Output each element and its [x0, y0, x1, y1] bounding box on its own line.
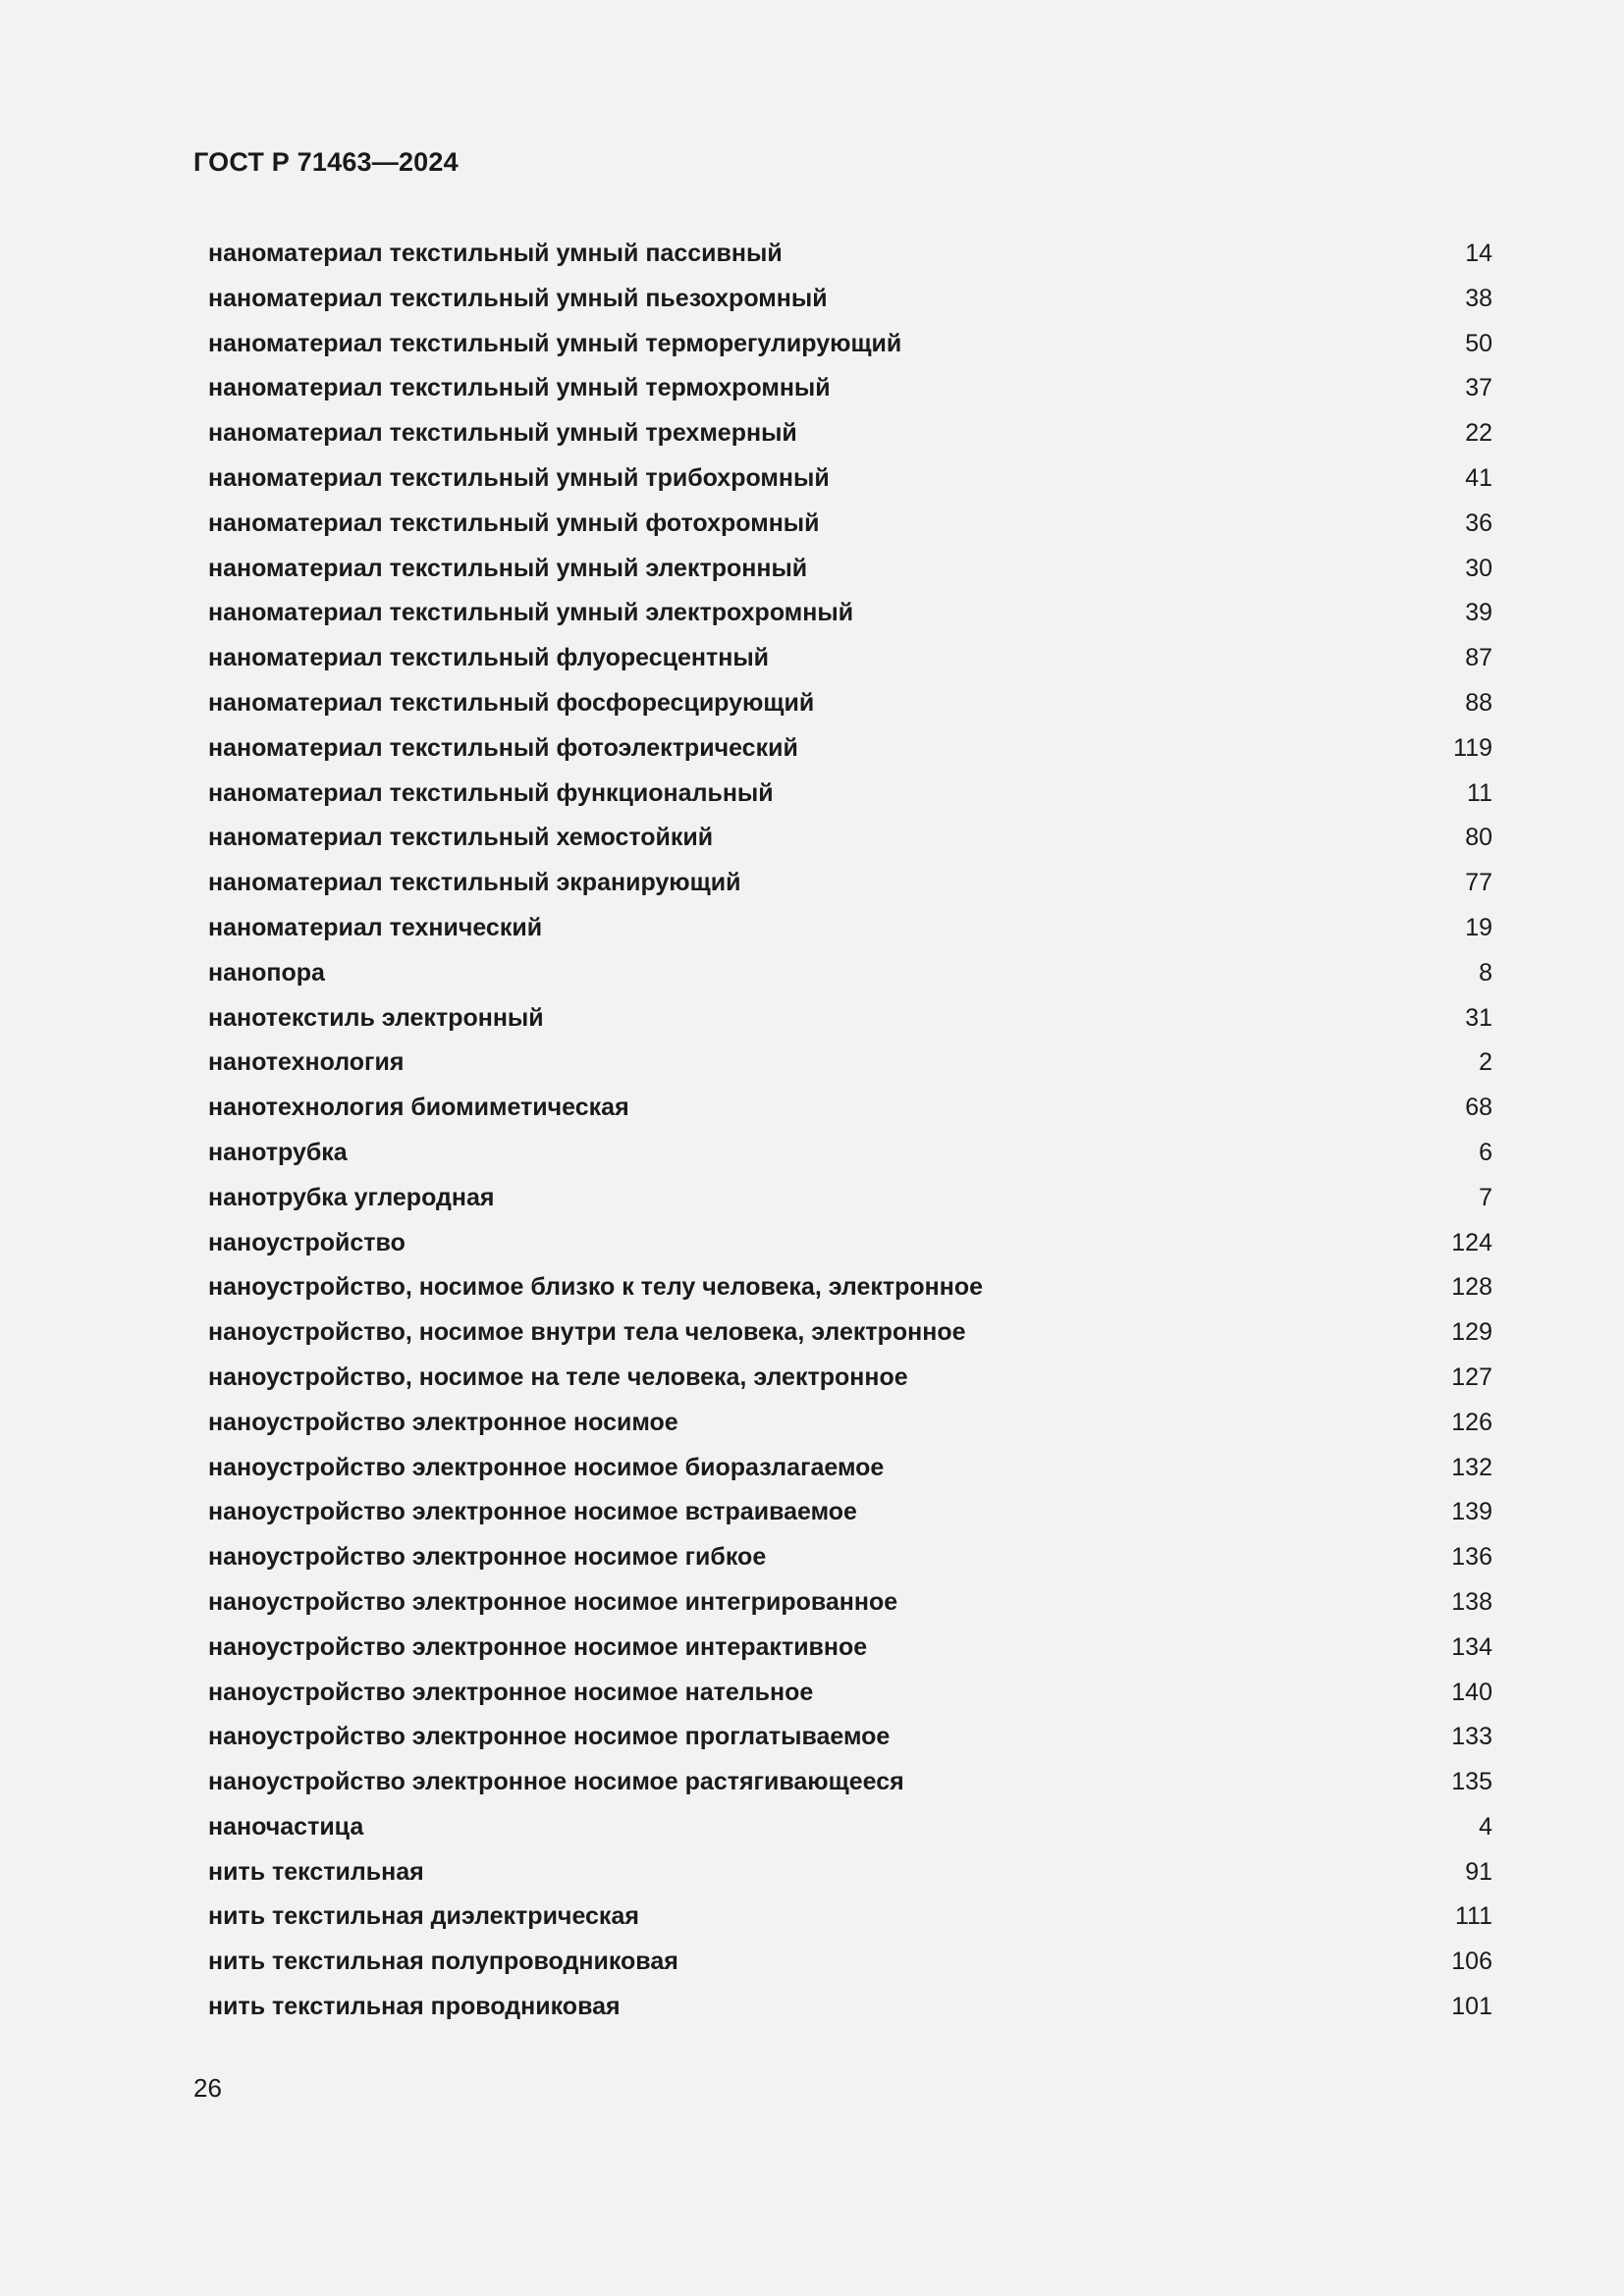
- entry-number: 133: [1451, 1723, 1492, 1751]
- entry-term: наноустройство, носимое близко к телу человека, электронное: [208, 1273, 984, 1302]
- index-entry: [208, 1490, 1492, 1535]
- entry-term: нить текстильная проводниковая: [208, 1993, 621, 2021]
- index-entry: [208, 906, 1492, 951]
- entry-number: 36: [1465, 508, 1492, 537]
- entry-number: 128: [1451, 1273, 1492, 1302]
- entry-term: наноустройство электронное носимое гибкое: [208, 1543, 767, 1572]
- index-entry: [208, 1985, 1492, 2030]
- entry-term: наноматериал текстильный умный трибохромный: [208, 463, 830, 492]
- entry-number: 39: [1465, 599, 1492, 627]
- entry-term: наноматериал текстильный умный трехмерный: [208, 419, 797, 448]
- entry-term: наноматериал текстильный умный электрохромный: [208, 599, 854, 627]
- entry-term: наноматериал текстильный умный фотохромный: [208, 508, 820, 537]
- index-entry: [208, 772, 1492, 817]
- entry-term: наноматериал текстильный флуоресцентный: [208, 644, 770, 672]
- entry-number: 119: [1453, 733, 1492, 762]
- entry-number: 6: [1479, 1138, 1492, 1166]
- index-entry: [208, 1805, 1492, 1850]
- index-entry: [208, 411, 1492, 456]
- entry-term: наноустройство электронное носимое интегрированное: [208, 1587, 898, 1616]
- entry-term: наноустройство электронное носимое проглатываемое: [208, 1723, 891, 1751]
- index-entry: [208, 366, 1492, 411]
- index-entry: [208, 1446, 1492, 1491]
- entry-number: 22: [1465, 419, 1492, 448]
- entry-term: наноустройство: [208, 1228, 406, 1256]
- entry-term: наноустройство электронное носимое нательное: [208, 1678, 814, 1706]
- entry-term: наноматериал текстильный умный электронный: [208, 554, 808, 582]
- entry-number: 91: [1465, 1857, 1492, 1886]
- entry-number: 8: [1479, 958, 1492, 987]
- entry-term: наноматериал текстильный умный термохромный: [208, 374, 831, 402]
- index-entry: [208, 1895, 1492, 1940]
- entry-term: нанотехнология биомиметическая: [208, 1094, 629, 1122]
- index-entry: [208, 1850, 1492, 1896]
- entry-term: наноустройство, носимое на теле человека, электронное: [208, 1362, 908, 1391]
- index-entry: [208, 322, 1492, 367]
- entry-number: 88: [1465, 688, 1492, 717]
- index-entry: [208, 1626, 1492, 1671]
- entry-term: наноустройство электронное носимое интерактивное: [208, 1632, 868, 1661]
- entry-term: наноматериал текстильный функциональный: [208, 778, 774, 807]
- entry-term: нанотехнология: [208, 1048, 405, 1077]
- index-entry: [208, 456, 1492, 502]
- index-entry: [208, 1356, 1492, 1401]
- entry-term: наноматериал текстильный фотоэлектрический: [208, 733, 798, 762]
- entry-number: 129: [1451, 1318, 1492, 1347]
- index-entry: [208, 1671, 1492, 1716]
- entry-term: нить текстильная диэлектрическая: [208, 1902, 639, 1931]
- entry-number: 7: [1479, 1183, 1492, 1211]
- entry-number: 111: [1454, 1902, 1492, 1931]
- index-entry: [208, 1131, 1492, 1176]
- entry-number: 140: [1451, 1678, 1492, 1706]
- index-entry: [208, 861, 1492, 906]
- entry-term: наноматериал текстильный фосфоресцирующий: [208, 688, 815, 717]
- entry-number: 124: [1451, 1228, 1492, 1256]
- entry-term: нанотрубка углеродная: [208, 1183, 495, 1211]
- entry-term: нанотрубка: [208, 1138, 348, 1166]
- entry-number: 37: [1465, 374, 1492, 402]
- index-entry: [208, 1310, 1492, 1356]
- entry-term: наноустройство, носимое внутри тела человека, электронное: [208, 1318, 966, 1347]
- entry-number: 38: [1465, 284, 1492, 312]
- index-entry: [208, 1265, 1492, 1310]
- index-entry: [208, 681, 1492, 726]
- entry-number: 68: [1465, 1094, 1492, 1122]
- entry-term: наноустройство электронное носимое биоразлагаемое: [208, 1453, 885, 1481]
- entry-term: нанотекстиль электронный: [208, 1003, 544, 1032]
- entry-number: 126: [1451, 1408, 1492, 1436]
- entry-term: наноустройство электронное носимое: [208, 1408, 678, 1436]
- index-entry: [208, 1760, 1492, 1805]
- entry-term: наноматериал текстильный хемостойкий: [208, 824, 714, 852]
- entry-number: 106: [1451, 1948, 1492, 1976]
- entry-term: наноматериал текстильный умный терморегулирующий: [208, 329, 902, 357]
- entry-number: 2: [1479, 1048, 1492, 1077]
- entry-number: 139: [1451, 1498, 1492, 1526]
- term-index-list: [208, 232, 1492, 2030]
- entry-number: 50: [1465, 329, 1492, 357]
- entry-term: наночастица: [208, 1812, 364, 1841]
- index-entry: [208, 1940, 1492, 1985]
- entry-term: наноматериал текстильный умный пьезохромный: [208, 284, 828, 312]
- entry-number: 41: [1465, 463, 1492, 492]
- entry-number: 138: [1451, 1587, 1492, 1616]
- index-entry: [208, 1086, 1492, 1131]
- entry-number: 127: [1451, 1362, 1492, 1391]
- entry-term: нанопора: [208, 958, 325, 987]
- index-entry: [208, 951, 1492, 996]
- entry-number: 77: [1465, 869, 1492, 897]
- index-entry: [208, 1176, 1492, 1221]
- index-entry: [208, 547, 1492, 592]
- entry-number: 30: [1465, 554, 1492, 582]
- entry-number: 132: [1451, 1453, 1492, 1481]
- index-entry: [208, 591, 1492, 636]
- entry-term: наноустройство электронное носимое встраиваемое: [208, 1498, 857, 1526]
- page-number: 26: [193, 2073, 222, 2103]
- index-entry: [208, 277, 1492, 322]
- entry-term: наноматериал текстильный умный пассивный: [208, 240, 783, 267]
- entry-number: 14: [1465, 240, 1492, 267]
- index-entry: [208, 726, 1492, 772]
- index-entry: [208, 1401, 1492, 1446]
- index-entry: [208, 1715, 1492, 1760]
- index-entry: [208, 1221, 1492, 1266]
- entry-term: наноматериал технический: [208, 913, 543, 941]
- entry-number: 31: [1465, 1003, 1492, 1032]
- index-entry: [208, 1535, 1492, 1580]
- entry-number: 134: [1451, 1632, 1492, 1661]
- entry-number: 136: [1451, 1543, 1492, 1572]
- index-entry: [208, 816, 1492, 861]
- index-entry: [208, 996, 1492, 1041]
- entry-number: 135: [1451, 1768, 1492, 1796]
- document-header: ГОСТ Р 71463—2024: [193, 147, 459, 177]
- index-entry: [208, 1041, 1492, 1086]
- entry-term: нить текстильная полупроводниковая: [208, 1948, 678, 1976]
- index-entry: [208, 636, 1492, 681]
- index-entry: [208, 502, 1492, 547]
- entry-number: 80: [1465, 824, 1492, 852]
- entry-term: наноустройство электронное носимое растягивающееся: [208, 1768, 904, 1796]
- entry-number: 11: [1467, 778, 1492, 807]
- entry-term: наноматериал текстильный экранирующий: [208, 869, 741, 897]
- index-entry: [208, 232, 1492, 277]
- index-entry: [208, 1580, 1492, 1626]
- entry-number: 101: [1451, 1993, 1492, 2021]
- entry-number: 87: [1465, 644, 1492, 672]
- entry-number: 19: [1465, 913, 1492, 941]
- entry-term: нить текстильная: [208, 1857, 424, 1886]
- entry-number: 4: [1479, 1812, 1492, 1841]
